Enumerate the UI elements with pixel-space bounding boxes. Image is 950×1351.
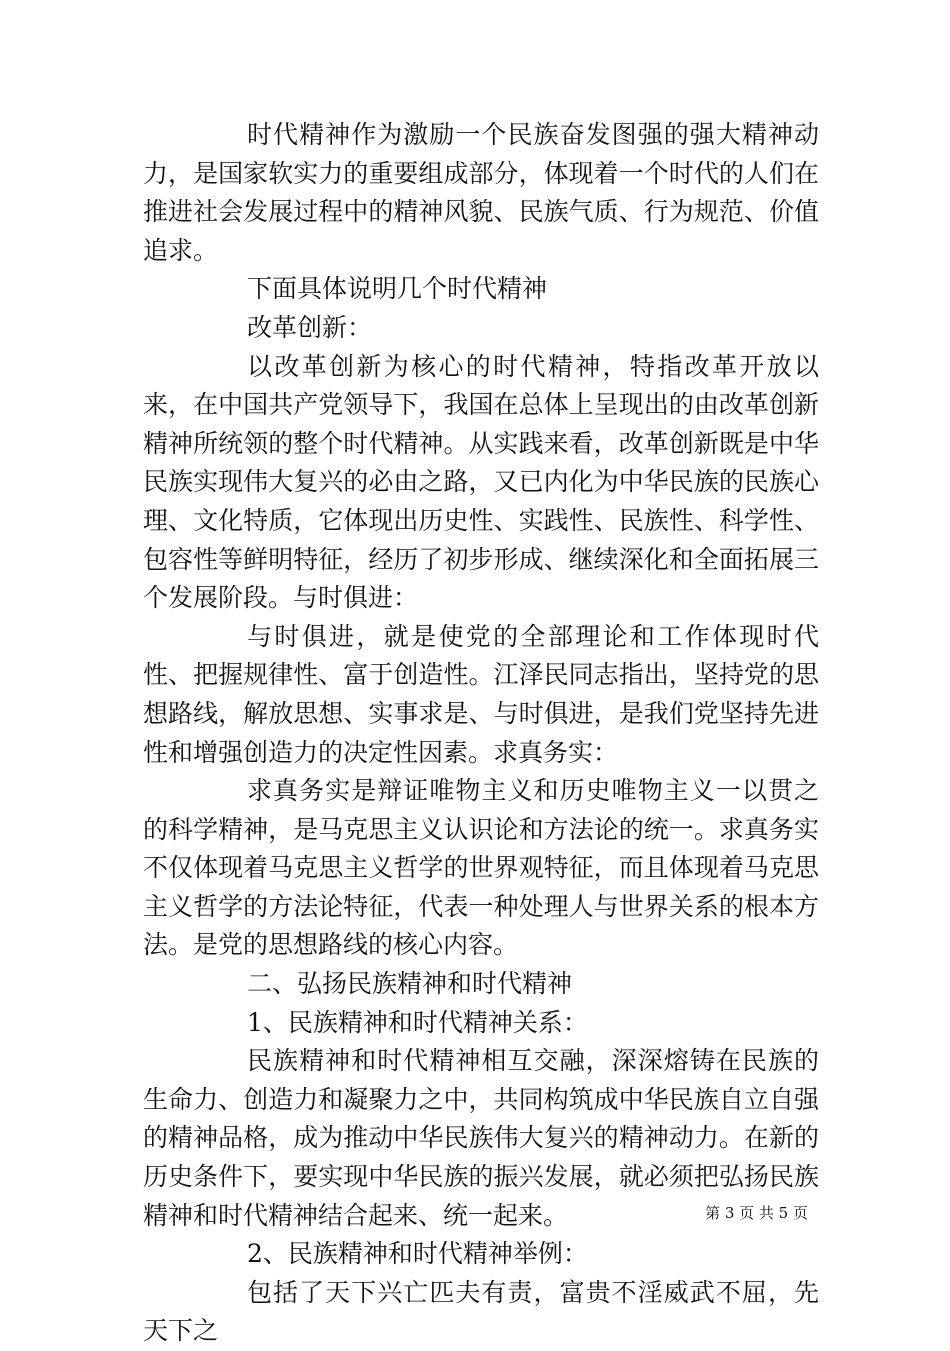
paragraph: 下面具体说明几个时代精神 <box>247 274 548 304</box>
paragraph: 改革创新： <box>247 312 373 342</box>
page-number: 第 3 页 共 5 页 <box>705 1204 808 1222</box>
section-heading: 二、弘扬民族精神和时代精神 <box>247 969 573 999</box>
document-body <box>143 116 819 1351</box>
paragraph: 时代精神作为激励一个民族奋发图强的强大精神动力，是国家软实力的重要组成部分，体现着一个时代的人们在推进社会发展过程中的精神风貌、民族气质、行为规范、价值追求。 <box>143 120 819 265</box>
paragraph: 以改革创新为核心的时代精神，特指改革开放以来，在中国共产党领导下，我国在总体上呈现出的由改革创新精神所统领的整个时代精神。从实践来看，改革创新既是中华民族实现伟大复兴的必由之路，又已内化为中华民族的民族心理、文化特质，它体现出历史性、实践性、民族性、科学性、包容性等鲜明特征，经历了初步形成、继续深化和全面拓展三个发展阶段。与时俱进： <box>143 351 819 613</box>
paragraph: 求真务实是辩证唯物主义和历史唯物主义一以贯之的科学精神，是马克思主义认识论和方法论的统一。求真务实不仅体现着马克思主义哲学的世界观特征，而且体现着马克思主义哲学的方法论特征，代表一种处理人与世界关系的根本方法。是党的思想路线的核心内容。 <box>143 776 819 960</box>
paragraph: 包括了天下兴亡匹夫有责，富贵不淫威武不屈，先天下之 <box>143 1277 819 1346</box>
subsection-heading: 1、民族精神和时代精神关系： <box>247 1007 588 1037</box>
paragraph: 民族精神和时代精神相互交融，深深熔铸在民族的生命力、创造力和凝聚力之中，共同构筑成中华民族自立自强的精神品格，成为推动中华民族伟大复兴的精神动力。在新的历史条件下，要实现中华民族的振兴发展，就必须把弘扬民族精神和时代精神结合起来、统一起来。 <box>143 1046 819 1230</box>
paragraph: 与时俱进，就是使党的全部理论和工作体现时代性、把握规律性、富于创造性。江泽民同志指出，坚持党的思想路线，解放思想、实事求是、与时俱进，是我们党坚持先进性和增强创造力的决定性因素。求真务实： <box>143 621 819 767</box>
subsection-heading: 2、民族精神和时代精神举例： <box>247 1239 588 1269</box>
